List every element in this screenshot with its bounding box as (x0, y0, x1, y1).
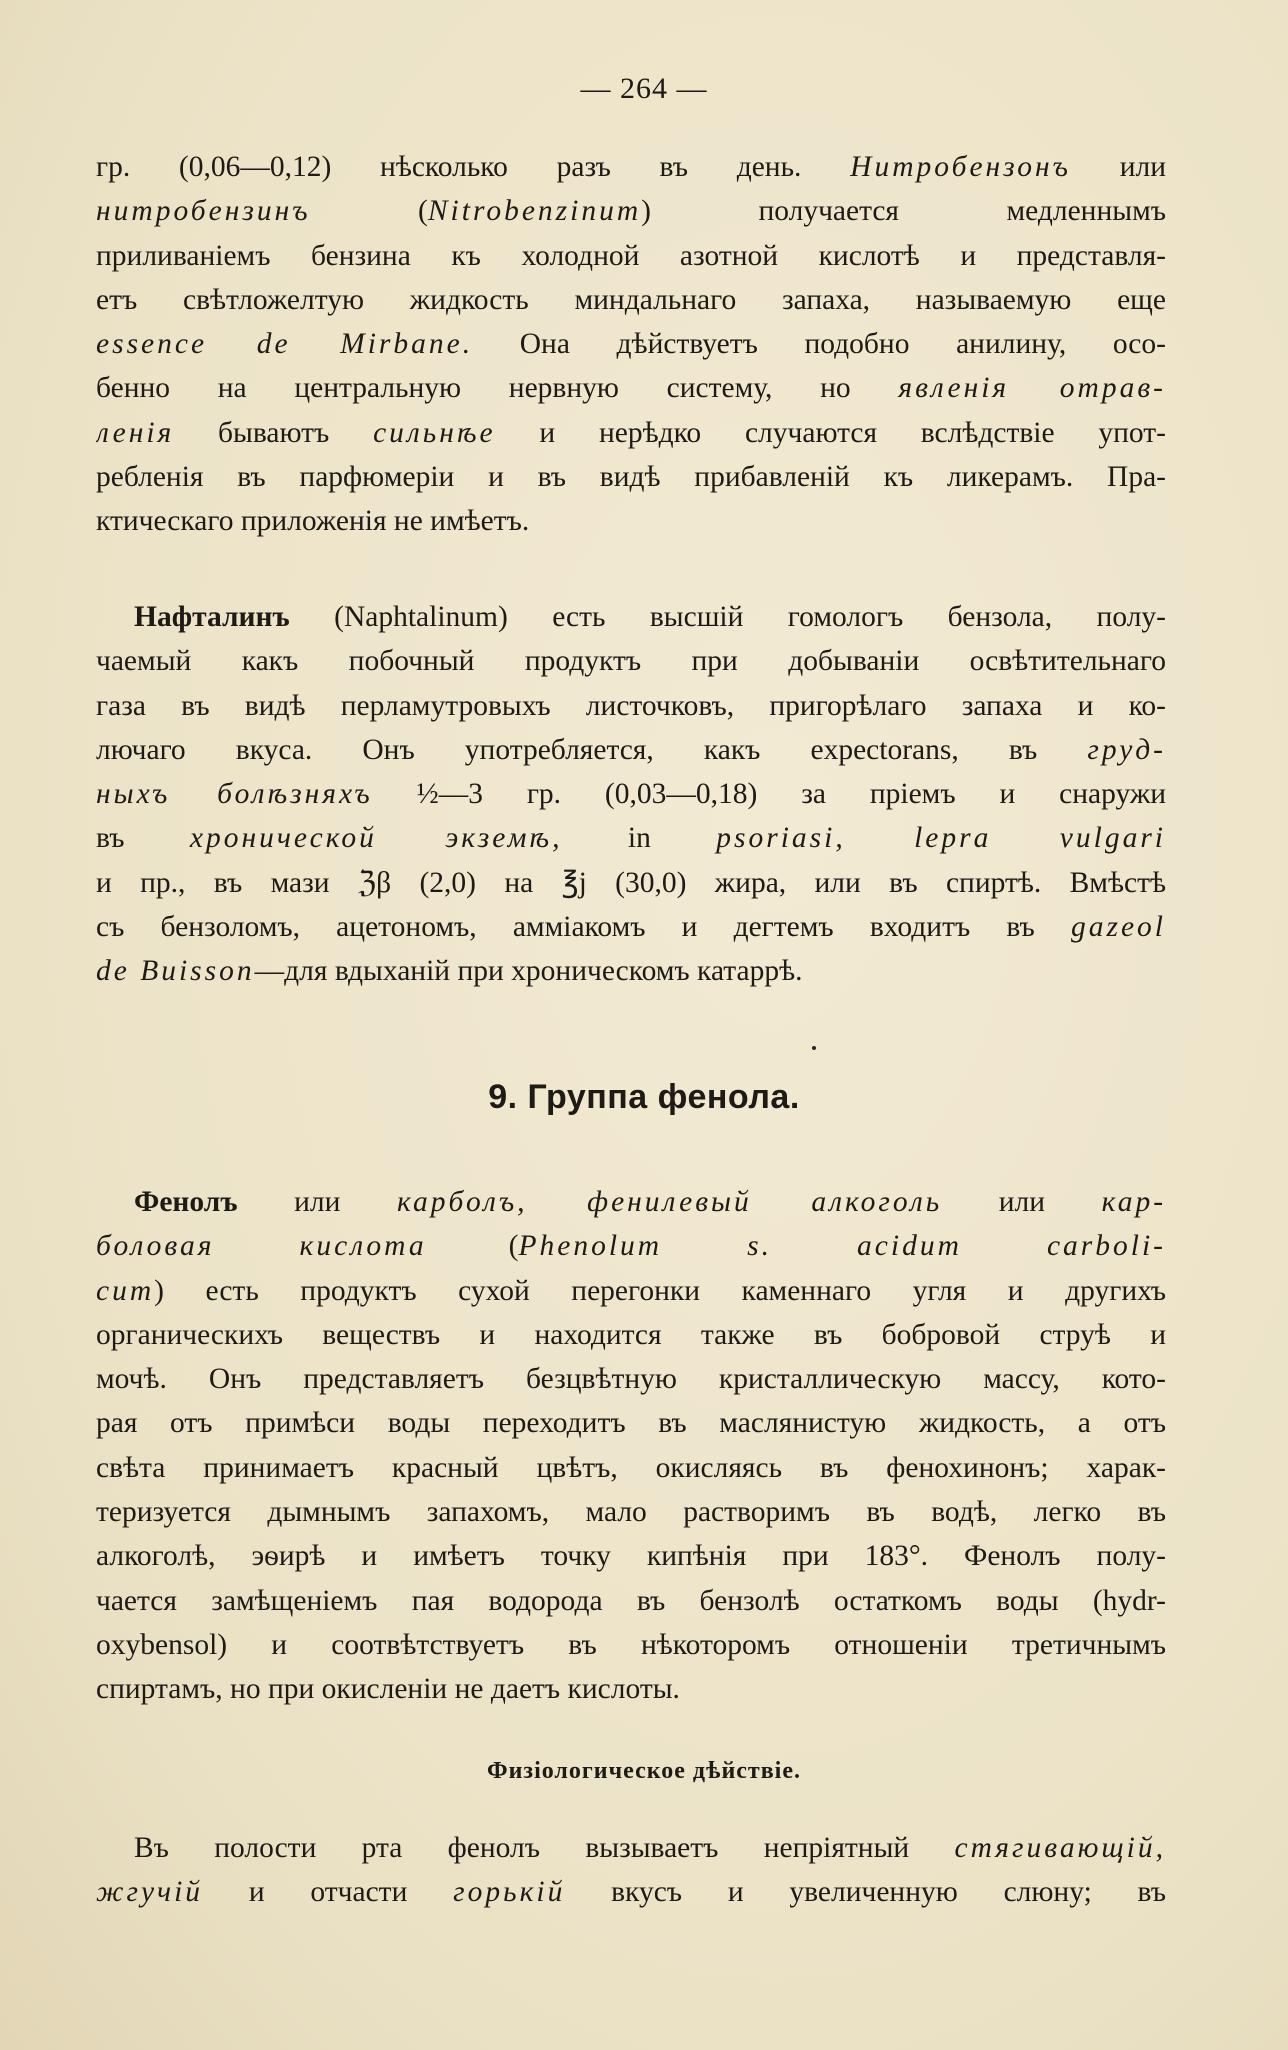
text-line: de Buisson—для вдыханій при хроническомъ катаррѣ. (96, 955, 803, 988)
text-line: чается замѣщеніемъ пая водорода въ бензолѣ остаткомъ воды (hydr- (96, 1584, 1166, 1617)
section-heading: 9. Группа фенола. (488, 1078, 800, 1116)
text-line: и пр., въ мази ℨβ (2,0) на ℥j (30,0) жира, или въ спиртѣ. Вмѣстѣ (96, 866, 1166, 899)
text-line: въ хронической экземѣ, in psoriasi, lepra vulgari (96, 822, 1166, 855)
paragraph-phenol (96, 1180, 1166, 1712)
paragraph-physiological-action (96, 1826, 1166, 1915)
ink-speck (812, 1046, 816, 1050)
text-line: бенно на центральную нервную систему, но явленія отрав- (96, 372, 1166, 405)
text-line: Нафталинъ (Naphtalinum) есть высшій гомологъ бензола, полу- (134, 601, 1166, 633)
text-line: essence de Mirbane. Она дѣйствуетъ подобно анилину, осо- (96, 328, 1166, 361)
text-line: съ бензоломъ, ацетономъ, амміакомъ и дегтемъ входитъ въ gazeol (96, 911, 1166, 944)
paragraph-nitrobenzene (96, 145, 1166, 544)
term-naphthalene: Нафталинъ (134, 601, 290, 633)
text-line: органическихъ веществъ и находится также въ бобровой струѣ и (96, 1318, 1166, 1351)
text-line: мочѣ. Онъ представляетъ безцвѣтную кристаллическую массу, кото- (96, 1363, 1166, 1396)
text-line: гр. (0,06—0,12) нѣсколько разъ въ день. Нитробензонъ или (96, 151, 1166, 183)
text-line: ктическаго приложенія не имѣетъ. (96, 505, 530, 538)
text-line: жгучій и отчасти горькій вкусъ и увеличенную слюну; въ (96, 1876, 1166, 1909)
term-phenol: Фенолъ (134, 1186, 238, 1218)
text-line: спиртамъ, но при окисленіи не даетъ кислоты. (96, 1673, 680, 1706)
text-line: oxybensol) и соотвѣтствуетъ въ нѣкоторомъ отношеніи третичнымъ (96, 1628, 1166, 1661)
text-line: cum) есть продуктъ сухой перегонки каменнаго угля и другихъ (96, 1274, 1166, 1307)
text-line: теризуется дымнымъ запахомъ, мало растворимъ въ водѣ, легко въ (96, 1496, 1166, 1529)
text-line: алкоголѣ, эѳирѣ и имѣетъ точку кипѣнія при 183°. Фенолъ полу- (96, 1540, 1166, 1573)
text-line: ленія бываютъ сильнѣе и нерѣдко случаются вслѣдствіе упот- (96, 416, 1166, 449)
text-line: Въ полости рта фенолъ вызываетъ непріятный стягивающій, (134, 1832, 1166, 1864)
text-line: рая отъ примѣси воды переходитъ въ маслянистую жидкость, а отъ (96, 1407, 1166, 1440)
text-line: газа въ видѣ перламутровыхъ листочковъ, пригорѣлаго запаха и ко- (96, 689, 1166, 722)
paragraph-naphthalene (96, 595, 1166, 994)
text-line: лючаго вкуса. Онъ употребляется, какъ expectorans, въ груд- (96, 733, 1166, 766)
page-number: — 264 — (580, 72, 708, 105)
subsection-heading: Физіологическое дѣйствіе. (486, 1758, 802, 1784)
text-line: ребленія въ парфюмеріи и въ видѣ прибавленій къ ликерамъ. Пра- (96, 461, 1166, 494)
text-line: Фенолъ или карболъ, фенилевый алкоголь или кар- (134, 1186, 1166, 1218)
text-line: етъ свѣтложелтую жидкость миндальнаго запаха, называемую еще (96, 283, 1166, 316)
text-line: ныхъ болѣзняхъ ½—3 гр. (0,03—0,18) за пріемъ и снаружи (96, 778, 1166, 811)
text-line: чаемый какъ побочный продуктъ при добываніи освѣтительнаго (96, 645, 1166, 678)
text-line: боловая кислота (Phenolum s. acidum carboli- (96, 1230, 1166, 1263)
text-line: свѣта принимаетъ красный цвѣтъ, окисляясь въ фенохинонъ; харак- (96, 1451, 1166, 1484)
text-line: нитробензинъ (Nitrobenzinum) получается медленнымъ (96, 195, 1166, 228)
text-line: приливаніемъ бензина къ холодной азотной кислотѣ и представля- (96, 239, 1166, 272)
